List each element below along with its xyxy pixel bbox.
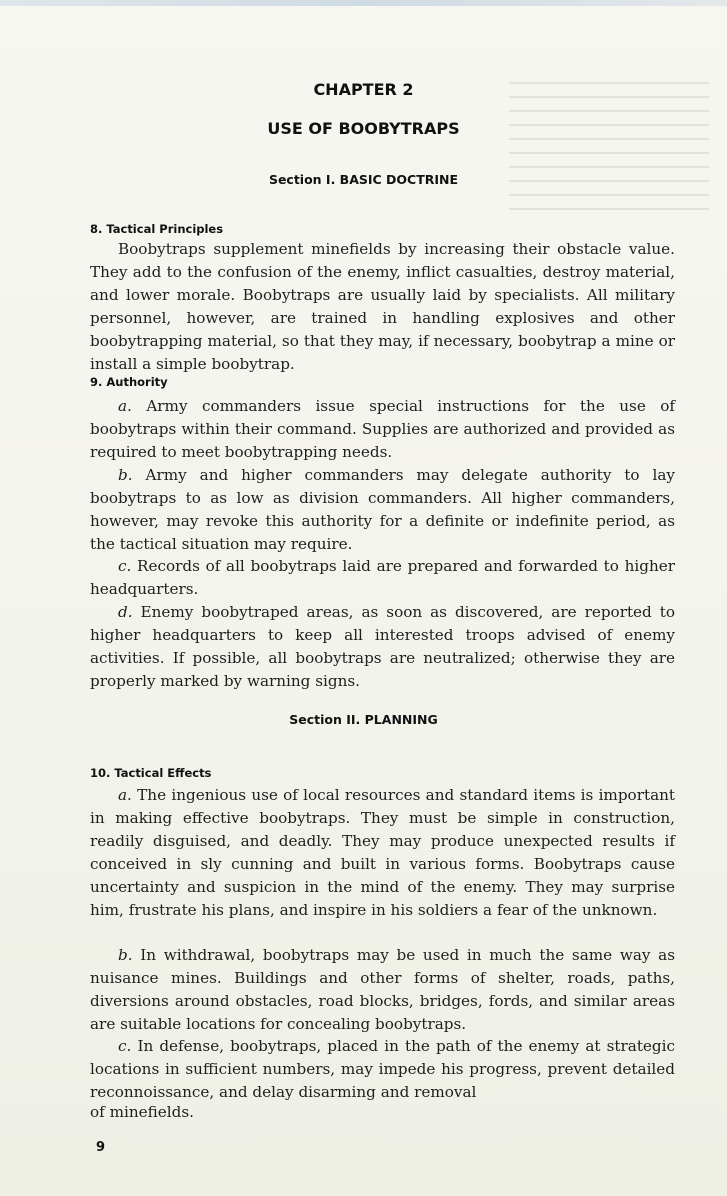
paragraph-10c-tail: of minefields. — [90, 1103, 194, 1121]
paragraph-10-heading: 10. Tactical Effects — [90, 766, 212, 780]
subpara-label: b. — [118, 466, 133, 484]
subpara-label: a. — [118, 786, 132, 804]
subpara-label: c. — [118, 557, 132, 575]
subpara-text: In defense, boobytraps, placed in the path of the enemy at strategic locations in sufficient numbers, may impede his progress, prevent detailed reconnoissance, and delay disarming and removal — [90, 1037, 676, 1101]
subpara-text: Army commanders issue special instructions for the use of boobytraps within their command. Supplies are authorized and provided as required to meet boobytrapping needs. — [90, 397, 675, 461]
paragraph-9d — [90, 601, 675, 693]
paragraph-9c — [90, 555, 675, 601]
subpara-text: Enemy boobytraped areas, as soon as discovered, are reported to higher headquarters to keep all interested troops advised of enemy activities. If possible, all boobytraps are neutralized; otherwise they are properly marked by warning signs. — [90, 603, 675, 690]
paragraph-10b — [90, 944, 675, 1036]
paragraph-9b — [90, 464, 675, 556]
subpara-text: Records of all boobytraps laid are prepared and forwarded to higher headquarters. — [90, 557, 675, 598]
section-1-title: Section I. BASIC DOCTRINE — [268, 172, 459, 187]
paragraph-8-heading: 8. Tactical Principles — [90, 222, 224, 236]
subpara-text: In withdrawal, boobytraps may be used in much the same way as nuisance mines. Buildings and other forms of shelter, roads, paths, diversions around obstacles, road blocks, bridges, fords, and similar areas are suitable locations for concealing boobytraps. — [90, 946, 675, 1033]
section-2-title: Section II. PLANNING — [289, 712, 438, 727]
page-number: 9 — [96, 1140, 106, 1155]
chapter-number: CHAPTER 2 — [313, 80, 414, 99]
subpara-label: a. — [118, 397, 132, 415]
subpara-label: c. — [118, 1037, 132, 1055]
subpara-label: b. — [118, 946, 133, 964]
show-through-texture — [509, 80, 709, 210]
paragraph-10a — [90, 784, 675, 921]
paragraph-9a — [90, 395, 675, 464]
subpara-text: Army and higher commanders may delegate authority to lay boobytraps to as low as division commanders. All higher commanders, however, may revoke this authority for a definite or indefinite period, as the tactical situation may require. — [90, 466, 676, 553]
chapter-title: USE OF BOOBYTRAPS — [267, 119, 460, 138]
paragraph-10c — [90, 1035, 675, 1104]
paragraph-8-text: Boobytraps supplement minefields by increasing their obstacle value. They add to the confusion of the enemy, inflict casualties, destroy material, and lower morale. Boobytraps are usually laid by specialists. All military personnel, however, are trained in handling explosives and other boobytrapping material, so that they may, if necessary, boobytrap a mine or install a simple boobytrap. — [90, 240, 675, 373]
subpara-text: The ingenious use of local resources and standard items is important in making effective boobytraps. They must be simple in construction, readily disguised, and deadly. They may produce unexpected results if conceived in sly cunning and built in various forms. Boobytraps cause uncertainty and suspicion in the mind of the enemy. They may surprise him, frustrate his plans, and inspire in his soldiers a fear of the unknown. — [90, 786, 676, 919]
page-top-edge — [0, 0, 727, 6]
paragraph-9-heading: 9. Authority — [90, 375, 168, 389]
subpara-label: d. — [118, 603, 133, 621]
